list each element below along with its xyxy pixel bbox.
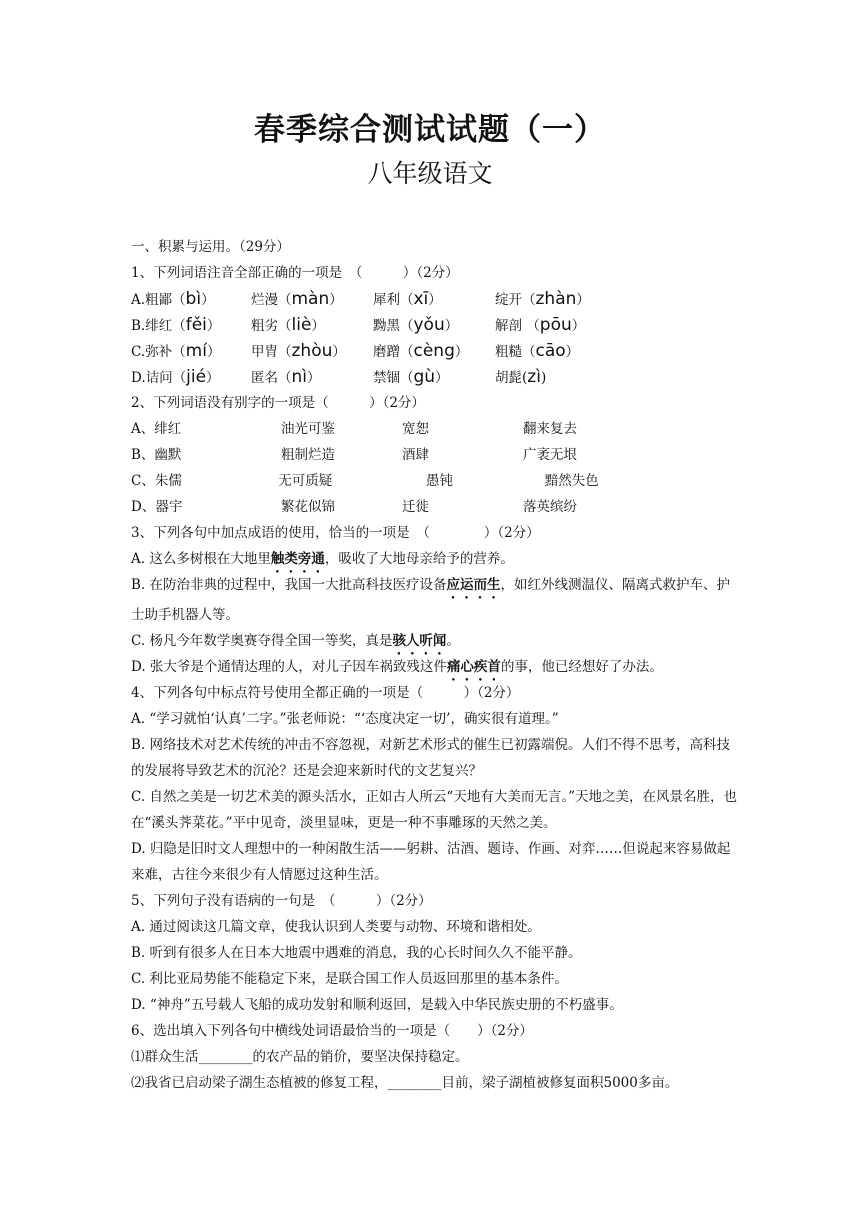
question-4-option-c: C. 自然之美是一切艺术美的源头活水，正如古人所云“天地有大美而无言。”天地之美，在风景名胜，也在“溪头荠菜花。”平中见奇，淡里显味，更是一种不事雕琢的天然之美。 (131, 789, 737, 831)
question-2-row (131, 468, 741, 494)
pinyin-item: 胡髭(zì) (495, 367, 547, 387)
word-item: 酒肆 (402, 447, 429, 463)
pinyin-item: 禁锢（gù） (373, 367, 449, 387)
question-5-stem: 5、下列句子没有语病的一句是 （ ）（2分） (131, 893, 432, 909)
question-2-row (131, 494, 741, 520)
pinyin-item: 粗糙（cāo） (495, 341, 580, 361)
word-item: D、器宇 (131, 499, 183, 515)
question-6-stem: 6、选出填入下列各句中横线处词语最恰当的一项是（ ）（2分） (131, 1023, 533, 1039)
pinyin-item: 粗劣（liè） (251, 315, 325, 335)
word-item: B、幽默 (131, 447, 182, 463)
word-item: 广袤无垠 (523, 447, 577, 463)
dotted-idiom: 骇人听闻 (392, 633, 447, 649)
pinyin-item: 磨蹭（cèng） (373, 341, 469, 361)
question-6-sentence-1: ⑴群众生活________的农产品的销价，要坚决保持稳定。 (131, 1049, 469, 1065)
section-heading: 一、积累与运用。（29分） (131, 239, 290, 255)
exam-subtitle: 八年级语文 (367, 159, 493, 188)
question-4-option-a: A. “学习就怕‘认真’二字。”张老师说：“‘态度决定一切’，确实很有道理。” (131, 711, 559, 727)
word-item: 粗制烂造 (281, 447, 335, 463)
dotted-idiom: 触类旁通 (270, 551, 325, 567)
question-4-stem: 4、下列各句中标点符号使用全都正确的一项是（ ）（2分） (131, 685, 520, 701)
exam-content (131, 234, 741, 1096)
question-6-sentence-2: ⑵我省已启动梁子湖生态植被的修复工程，________目前，梁子湖植被修复面积5000多亩。 (131, 1075, 679, 1091)
question-1-row (131, 312, 741, 338)
pinyin-item: D.诘问（jié） (131, 367, 220, 387)
question-2-stem: 2、下列词语没有别字的一项是（ ）（2分） (131, 395, 425, 411)
question-1-stem: 1、下列词语注音全部正确的一项是 （ ）（2分） (131, 265, 459, 281)
pinyin-item: 绽开（zhàn） (495, 289, 590, 309)
word-item: 繁花似锦 (281, 499, 335, 515)
word-item: 宽恕 (402, 421, 429, 437)
question-3-option-c: C. 杨凡今年数学奥赛夺得全国一等奖，真是骇人听闻。 (131, 633, 460, 649)
pinyin-item: A.粗鄙（bì） (131, 289, 215, 309)
question-2-row (131, 442, 741, 468)
word-item: 翻来复去 (523, 421, 577, 437)
question-3-stem: 3、下列各句中加点成语的使用，恰当的一项是 （ ）（2分） (131, 525, 540, 541)
pinyin-item: B.绯红（fěi） (131, 315, 221, 335)
word-item: 黯然失色 (544, 473, 599, 489)
question-5-option-d: D. “神舟”五号载人飞船的成功发射和顺利返回，是载入中华民族史册的不朽盛事。 (131, 997, 623, 1013)
word-item: 愚钝 (425, 473, 453, 489)
word-item: 油光可鉴 (281, 421, 335, 437)
pinyin-item: C.弥补（mí） (131, 341, 221, 361)
pinyin-item: 匿名（nì） (251, 367, 321, 387)
word-item: 落英缤纷 (523, 499, 577, 515)
exam-title: 春季综合测试试题（一） (254, 112, 606, 148)
question-5-option-c: C. 利比亚局势能不能稳定下来，是联合国工作人员返回那里的基本条件。 (131, 971, 568, 987)
question-5-option-b: B. 听到有很多人在日本大地震中遇难的消息，我的心长时间久久不能平静。 (131, 945, 582, 961)
question-3-option-d: D. 张大爷是个通情达理的人，对儿子因车祸致残这件痛心疾首的事，他已经想好了办法。 (131, 659, 663, 675)
word-item: 迁徙 (402, 499, 429, 515)
question-4-option-d: D. 归隐是旧时文人理想中的一种闲散生活——躬耕、沽酒、题诗、作画、对弈……但说起来容易做起来难，古往今来很少有人情愿过这种生活。 (131, 841, 731, 883)
question-1-row (131, 364, 741, 390)
question-3-option-b: B. 在防治非典的过程中，我国一大批高科技医疗设备应运而生，如红外线测温仪、隔离式救护车、护士助手机器人等。 (131, 577, 731, 623)
question-4-option-b: B. 网络技术对艺术传统的冲击不容忽视，对新艺术形式的催生已初露端倪。人们不得不思考，高科技的发展将导致艺术的沉沦？还是会迎来新时代的文艺复兴？ (131, 737, 731, 779)
pinyin-item: 解剖 （pōu） (495, 315, 586, 335)
pinyin-item: 犀利（xī） (373, 289, 442, 309)
question-5-option-a: A. 通过阅读这几篇文章，使我认识到人类要与动物、环境和谐相处。 (131, 919, 541, 935)
word-item: C、朱儒 (131, 473, 182, 489)
question-1-options (131, 286, 741, 390)
pinyin-item: 甲胄（zhòu） (251, 341, 346, 361)
dotted-idiom: 痛心疾首 (446, 659, 501, 675)
question-2-row (131, 416, 741, 442)
pinyin-item: 黝黑（yǒu） (373, 315, 459, 335)
pinyin-item: 烂漫（màn） (251, 289, 343, 309)
dotted-idiom: 应运而生 (446, 577, 501, 593)
word-item: A、绯红 (131, 421, 182, 437)
question-1-row (131, 338, 741, 364)
question-3-option-a: A. 这么多树根在大地里触类旁通，吸收了大地母亲给予的营养。 (131, 551, 514, 567)
question-1-row (131, 286, 741, 312)
word-item: 无可质疑 (278, 473, 333, 489)
